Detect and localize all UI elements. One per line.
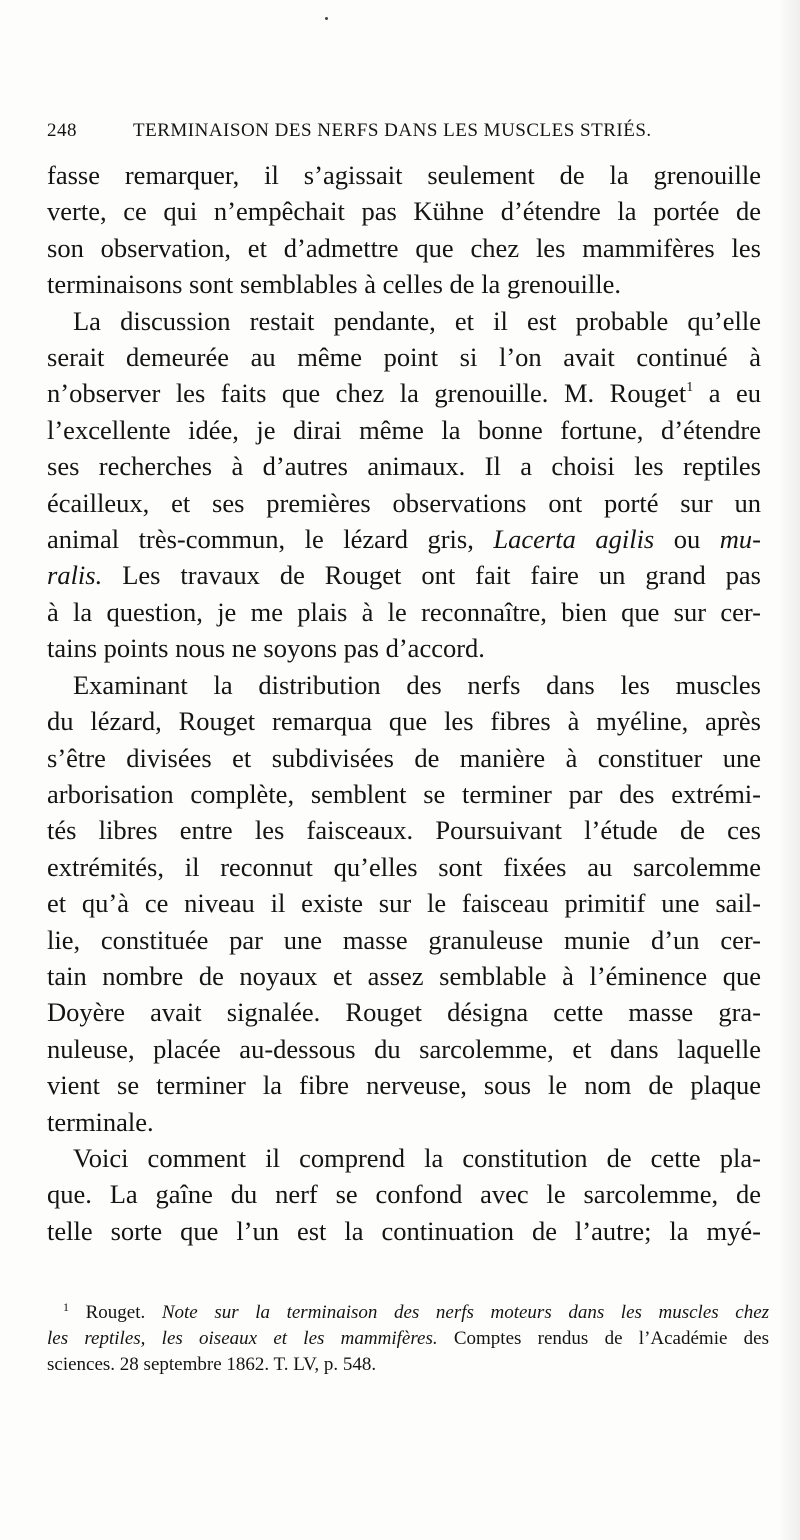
footnote-source: Comptes rendus de l’Académie des bbox=[437, 1328, 769, 1349]
text-line: terminaisons sont semblables à celles de la grenouille. bbox=[47, 269, 622, 300]
species-name: ralis. bbox=[47, 560, 103, 591]
text-run: Les travaux de Rouget ont fait faire un grand pas bbox=[102, 560, 761, 591]
footnote-line bbox=[47, 1300, 769, 1326]
paragraph-1 bbox=[47, 157, 761, 303]
text-line: ses recherches à d’autres animaux. Il a choisi les reptiles bbox=[47, 451, 761, 482]
text-line: l’excellente idée, je dirai même la bonne fortune, d’étendre bbox=[47, 414, 761, 445]
text-line: verte, ce qui n’empêchait pas Kühne d’étendre la portée de bbox=[47, 196, 761, 227]
text-line: serait demeurée au même point si l’on avait continué à bbox=[47, 342, 761, 373]
page-number: 248 bbox=[47, 120, 77, 141]
footnote-title: Note sur la terminaison des nerfs moteurs dans les muscles chez bbox=[161, 1302, 770, 1323]
species-name: Lacerta agilis bbox=[493, 524, 655, 555]
paragraph-3 bbox=[47, 667, 761, 1140]
text-line: nuleuse, placée au-dessous du sarcolemme, et dans laquelle bbox=[47, 1033, 761, 1064]
text-line: s’être divisées et subdivisées de manière à constituer une bbox=[47, 742, 761, 773]
text-line bbox=[47, 557, 761, 593]
paragraph-4 bbox=[47, 1140, 761, 1249]
text-line: Voici comment il comprend la constitution de cette pla- bbox=[73, 1142, 761, 1173]
text-line: lie, constituée par une masse granuleuse munie d’un cer- bbox=[47, 924, 761, 955]
page-body bbox=[47, 157, 761, 1249]
text-line: arborisation complète, semblent se terminer par des extrémi- bbox=[47, 778, 761, 809]
text-line: telle sorte que l’un est la continuation de l’autre; la myé- bbox=[47, 1215, 761, 1246]
species-name: mu- bbox=[719, 524, 762, 555]
footnote bbox=[47, 1300, 769, 1378]
text-line: Examinant la distribution des nerfs dans les muscles bbox=[73, 669, 761, 700]
text-run: n’observer les faits que chez la grenouille. M. Rouget bbox=[47, 378, 687, 409]
text-line: et qu’à ce niveau il existe sur le faisceau primitif une sail- bbox=[47, 888, 761, 919]
text-line bbox=[47, 375, 761, 411]
text-line: tain nombre de noyaux et assez semblable à l’éminence que bbox=[47, 960, 761, 991]
page-edge-shadow bbox=[778, 0, 800, 1540]
text-run: ou bbox=[654, 524, 720, 555]
footnote-title: les reptiles, les oiseaux et les mammifères. bbox=[47, 1328, 438, 1349]
text-line: fasse remarquer, il s’agissait seulement de la grenouille bbox=[47, 160, 761, 190]
text-line: La discussion restait pendante, et il est probable qu’elle bbox=[73, 305, 761, 336]
paper-speck bbox=[325, 17, 328, 20]
text-line: tains points nous ne soyons pas d’accord. bbox=[47, 633, 485, 664]
paragraph-2 bbox=[47, 303, 761, 667]
text-line: Doyère avait signalée. Rouget désigna cette masse gra- bbox=[47, 997, 761, 1028]
text-line: vient se terminer la fibre nerveuse, sous le nom de plaque bbox=[47, 1070, 761, 1101]
text-line: à la question, je me plais à le reconnaître, bien que sur cer- bbox=[47, 596, 761, 627]
text-line: que. La gaîne du nerf se confond avec le sarcolemme, de bbox=[47, 1179, 761, 1210]
text-line bbox=[47, 521, 761, 557]
footnote-line: sciences. 28 septembre 1862. T. LV, p. 548. bbox=[47, 1354, 377, 1375]
running-header bbox=[47, 120, 753, 144]
text-line: tés libres entre les faisceaux. Poursuivant l’étude de ces bbox=[47, 815, 761, 846]
footnote-line bbox=[47, 1326, 769, 1352]
text-run: a eu bbox=[693, 378, 762, 409]
text-line: terminale. bbox=[47, 1106, 154, 1137]
running-title: TERMINAISON DES NERFS DANS LES MUSCLES STRIÉS. bbox=[133, 120, 652, 141]
text-line: du lézard, Rouget remarqua que les fibres à myéline, après bbox=[47, 706, 761, 737]
text-line: extrémités, il reconnut qu’elles sont fixées au sarcolemme bbox=[47, 851, 761, 882]
footnote-marker: 1 bbox=[63, 1300, 69, 1314]
text-line: écailleux, et ses premières observations ont porté sur un bbox=[47, 487, 761, 518]
text-run: animal très-commun, le lézard gris, bbox=[47, 524, 474, 555]
footnote-ref: 1 bbox=[686, 380, 694, 396]
footnote-author: Rouget. bbox=[85, 1302, 146, 1323]
text-line: son observation, et d’admettre que chez les mammifères les bbox=[47, 232, 761, 263]
